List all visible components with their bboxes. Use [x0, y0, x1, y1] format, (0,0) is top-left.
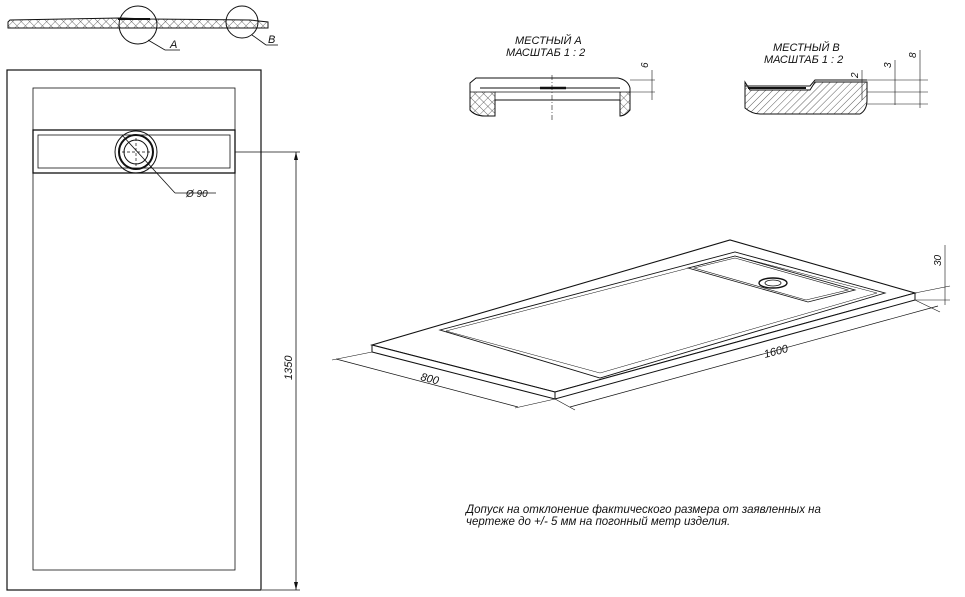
detail-a-title: МЕСТНЫЙ А: [515, 35, 582, 47]
iso-length-label: 1600: [762, 342, 790, 361]
section-profile: [8, 6, 278, 51]
detail-b: [745, 41, 928, 114]
detail-a: [470, 34, 655, 120]
drain-diameter-label: Ø 90: [186, 189, 208, 200]
detail-a-scale: МАСШТАБ 1 : 2: [506, 47, 586, 59]
isometric-view: [332, 240, 950, 410]
tolerance-note: [466, 504, 866, 528]
plan-view: [7, 70, 300, 590]
iso-height-label: 30: [933, 254, 944, 266]
tolerance-note-line-1: Допуск на отклонение фактического размера от заявленных на: [466, 504, 821, 516]
detail-b-title: МЕСТНЫЙ В: [773, 42, 840, 54]
length-side-label: 1350: [283, 355, 295, 380]
callout-b-label: B: [268, 34, 276, 46]
detail-b-dim-3: 3: [883, 62, 894, 68]
callout-a-label: A: [170, 39, 178, 51]
detail-a-dim: 6: [640, 62, 651, 68]
tray-inner-floor: [33, 88, 235, 570]
detail-b-dim-2: 2: [850, 72, 861, 78]
detail-b-dim-8: 8: [908, 52, 919, 58]
detail-b-scale: МАСШТАБ 1 : 2: [764, 54, 844, 66]
iso-width-label: 800: [419, 371, 440, 388]
tolerance-note-line-2: чертеже до +/- 5 мм на погонный метр изделия.: [466, 516, 731, 528]
drain-channel: [33, 130, 235, 173]
